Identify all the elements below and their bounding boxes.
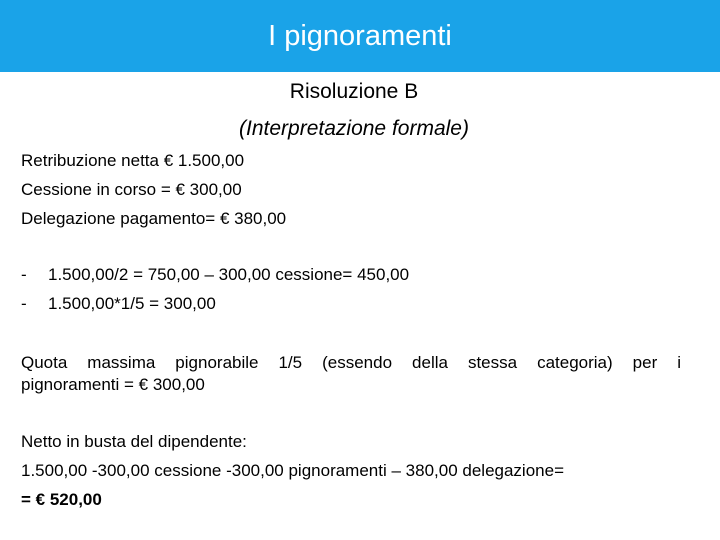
bullet-item-1 (21, 265, 409, 285)
net-pay-calculation: 1.500,00 -300,00 cessione -300,00 pignoramenti – 380,00 delegazione= (21, 461, 564, 480)
net-salary-line: Retribuzione netta € 1.500,00 (21, 151, 245, 170)
bullet-text: 1.500,00/2 = 750,00 – 300,00 cessione= 450,00 (48, 265, 410, 284)
quota-line-2: pignoramenti = € 300,00 (21, 375, 205, 394)
bullet-text: 1.500,00*1/5 = 300,00 (48, 294, 216, 313)
net-pay-heading: Netto in busta del dipendente: (21, 432, 247, 451)
net-pay-result: = € 520,00 (21, 490, 102, 509)
bullet-dash: - (21, 294, 27, 313)
page-title: I pignoramenti (268, 20, 452, 52)
bullet-dash: - (21, 265, 27, 284)
header-bar (0, 0, 720, 72)
payment-delegation-line: Delegazione pagamento= € 380,00 (21, 209, 287, 228)
bullet-item-2 (21, 294, 216, 314)
subtitle-resolution: Risoluzione B (289, 80, 419, 103)
quota-line-1: Quota massima pignorabile 1/5 (essendo della stessa categoria) per i (21, 353, 681, 372)
subtitle-interpretation: (Interpretazione formale) (239, 117, 469, 140)
assignment-line: Cessione in corso = € 300,00 (21, 180, 242, 199)
